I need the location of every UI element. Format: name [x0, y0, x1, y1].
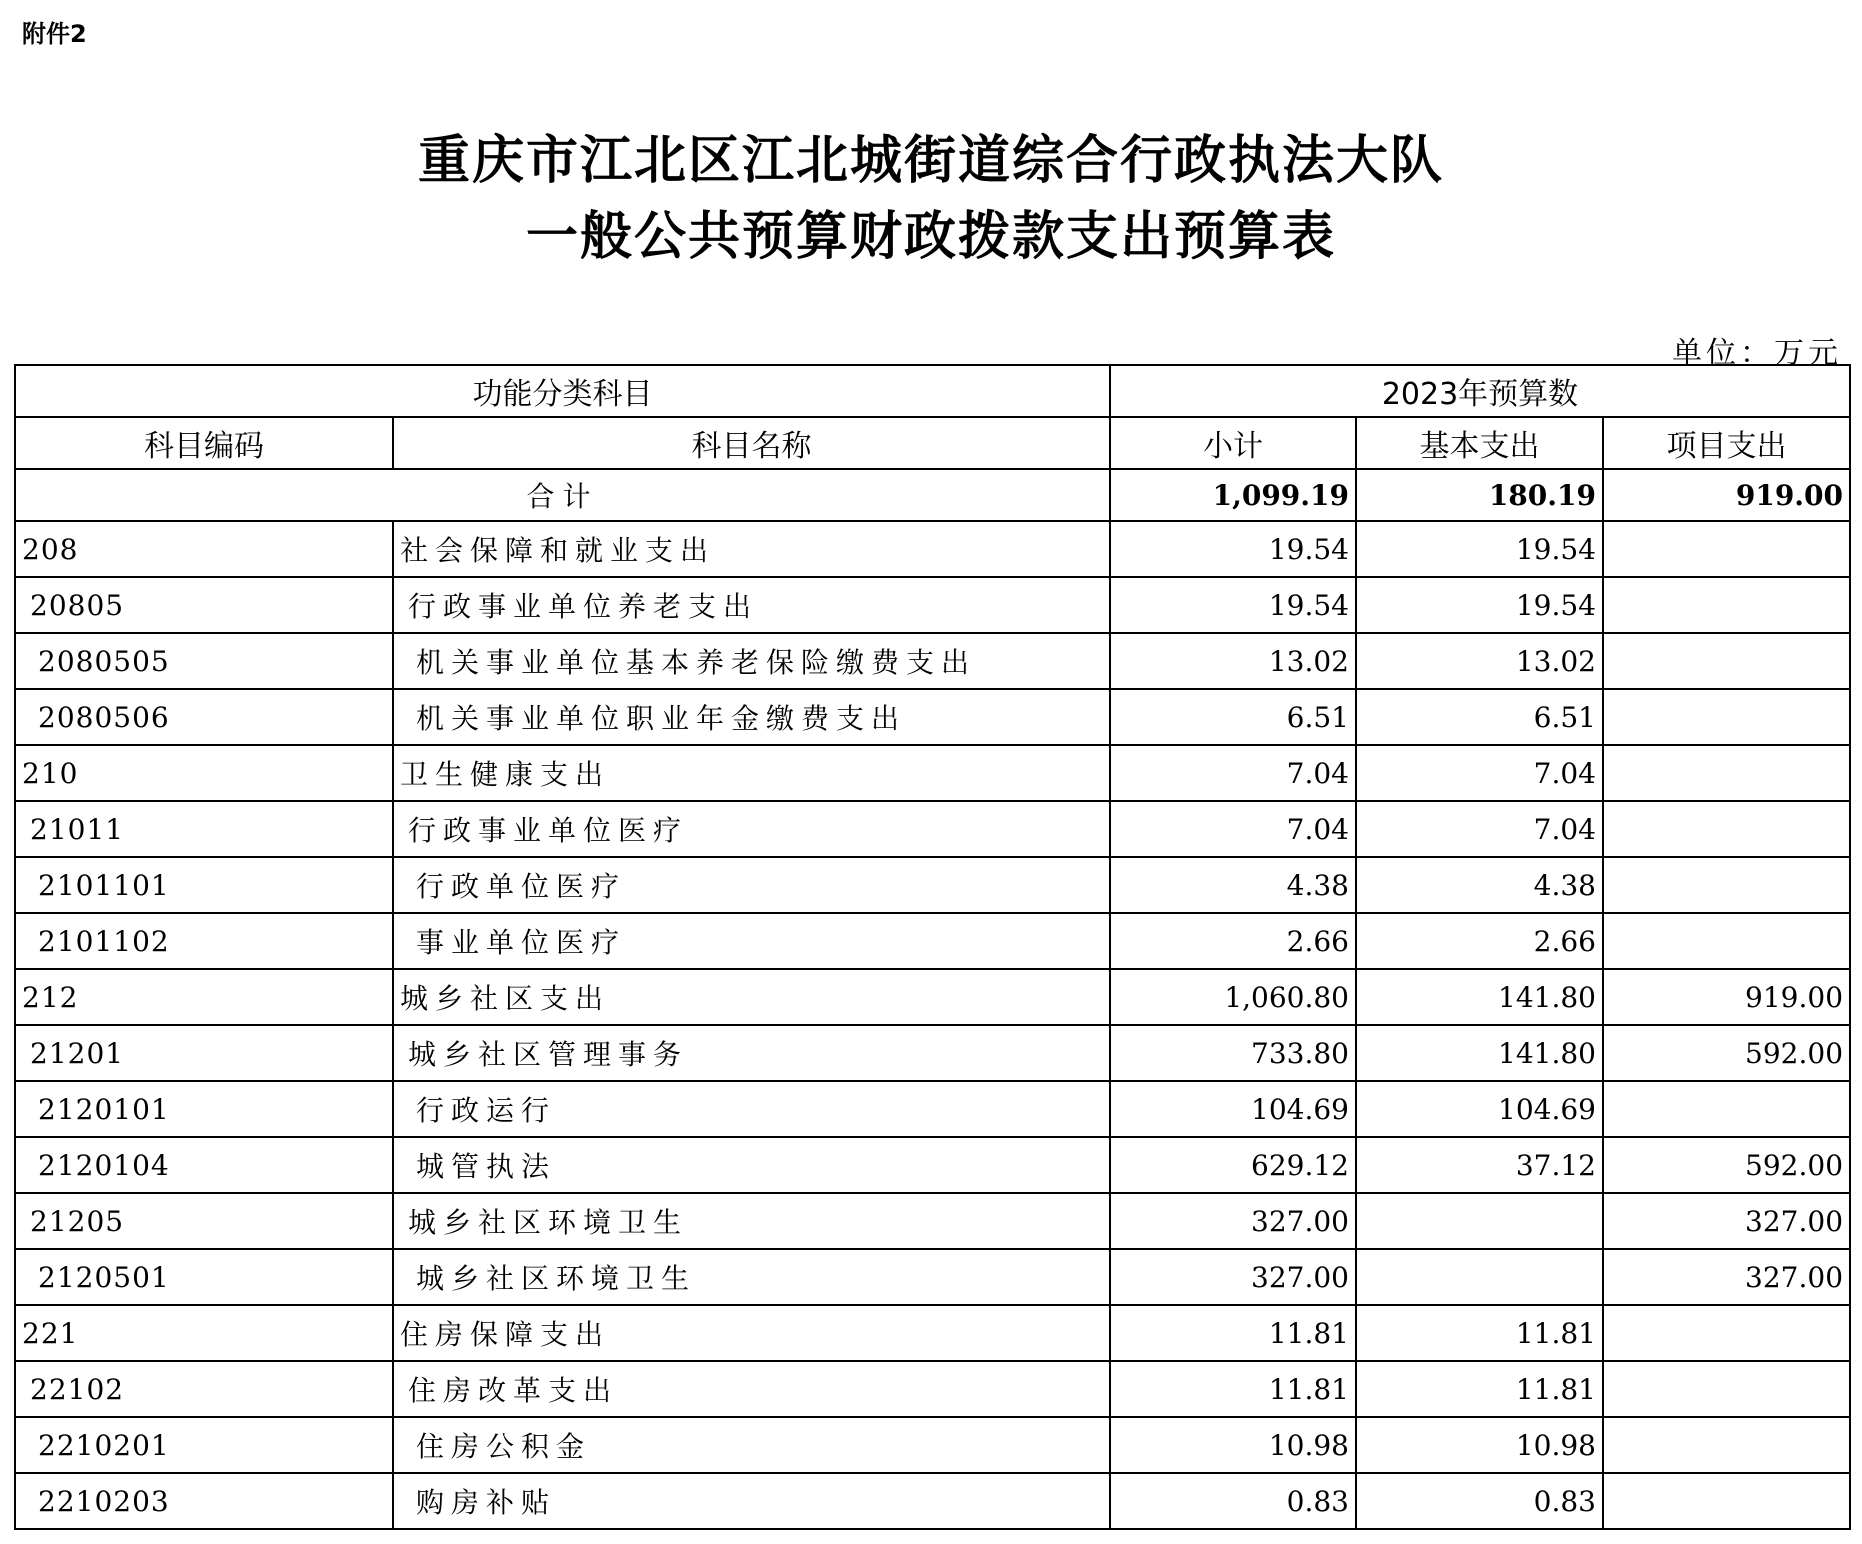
row-code: 208 — [15, 521, 393, 577]
row-subtotal: 19.54 — [1110, 577, 1356, 633]
table-row — [15, 969, 1850, 1025]
row-project: 327.00 — [1603, 1249, 1850, 1305]
document-title-line-2: 一般公共预算财政拨款支出预算表 — [525, 206, 1336, 267]
table-row — [15, 1193, 1850, 1249]
table-row — [15, 1361, 1850, 1417]
row-basic: 104.69 — [1356, 1081, 1603, 1137]
row-project — [1603, 857, 1850, 913]
row-code: 2120501 — [15, 1249, 393, 1305]
row-subtotal: 2.66 — [1110, 913, 1356, 969]
table-row — [15, 1473, 1850, 1529]
row-project: 592.00 — [1603, 1025, 1850, 1081]
row-project — [1603, 689, 1850, 745]
header-project: 项目支出 — [1603, 417, 1850, 469]
row-subtotal: 104.69 — [1110, 1081, 1356, 1137]
total-project: 919.00 — [1603, 469, 1850, 521]
row-subtotal: 11.81 — [1110, 1305, 1356, 1361]
table-row — [15, 1137, 1850, 1193]
row-project — [1603, 521, 1850, 577]
table-row — [15, 689, 1850, 745]
header-row-group — [15, 365, 1850, 417]
total-row — [15, 469, 1850, 521]
table-row — [15, 633, 1850, 689]
row-code: 2080505 — [15, 633, 393, 689]
table-row — [15, 745, 1850, 801]
header-row-columns — [15, 417, 1850, 469]
row-name: 住房改革支出 — [393, 1361, 1110, 1417]
row-basic: 10.98 — [1356, 1417, 1603, 1473]
row-project — [1603, 801, 1850, 857]
table-row — [15, 1081, 1850, 1137]
row-project — [1603, 1081, 1850, 1137]
table-row — [15, 857, 1850, 913]
table-row — [15, 801, 1850, 857]
row-code: 21011 — [15, 801, 393, 857]
row-subtotal: 10.98 — [1110, 1417, 1356, 1473]
table-row — [15, 1305, 1850, 1361]
total-subtotal: 1,099.19 — [1110, 469, 1356, 521]
row-basic: 4.38 — [1356, 857, 1603, 913]
header-subtotal: 小计 — [1110, 417, 1356, 469]
row-project — [1603, 1417, 1850, 1473]
row-project — [1603, 1361, 1850, 1417]
row-code: 2210203 — [15, 1473, 393, 1529]
row-subtotal: 4.38 — [1110, 857, 1356, 913]
row-basic — [1356, 1193, 1603, 1249]
row-subtotal: 7.04 — [1110, 745, 1356, 801]
row-name: 城乡社区环境卫生 — [393, 1193, 1110, 1249]
header-name: 科目名称 — [393, 417, 1110, 469]
attachment-label: 附件2 — [22, 20, 87, 48]
row-project — [1603, 745, 1850, 801]
table-row — [15, 913, 1850, 969]
row-basic: 141.80 — [1356, 969, 1603, 1025]
row-basic: 6.51 — [1356, 689, 1603, 745]
total-basic: 180.19 — [1356, 469, 1603, 521]
row-code: 21201 — [15, 1025, 393, 1081]
row-code: 2080506 — [15, 689, 393, 745]
row-name: 城管执法 — [393, 1137, 1110, 1193]
row-basic: 19.54 — [1356, 521, 1603, 577]
table-row — [15, 1417, 1850, 1473]
total-label: 合计 — [15, 469, 1110, 521]
row-name: 城乡社区环境卫生 — [393, 1249, 1110, 1305]
row-code: 22102 — [15, 1361, 393, 1417]
row-code: 221 — [15, 1305, 393, 1361]
row-subtotal: 0.83 — [1110, 1473, 1356, 1529]
row-name: 行政运行 — [393, 1081, 1110, 1137]
row-name: 机关事业单位职业年金缴费支出 — [393, 689, 1110, 745]
row-name: 住房公积金 — [393, 1417, 1110, 1473]
row-name: 购房补贴 — [393, 1473, 1110, 1529]
row-code: 210 — [15, 745, 393, 801]
row-code: 2101101 — [15, 857, 393, 913]
row-basic: 37.12 — [1356, 1137, 1603, 1193]
row-basic: 19.54 — [1356, 577, 1603, 633]
row-basic: 13.02 — [1356, 633, 1603, 689]
row-basic: 11.81 — [1356, 1305, 1603, 1361]
row-name: 卫生健康支出 — [393, 745, 1110, 801]
table-row — [15, 577, 1850, 633]
row-name: 机关事业单位基本养老保险缴费支出 — [393, 633, 1110, 689]
row-code: 20805 — [15, 577, 393, 633]
row-subtotal: 327.00 — [1110, 1249, 1356, 1305]
row-basic: 11.81 — [1356, 1361, 1603, 1417]
row-subtotal: 11.81 — [1110, 1361, 1356, 1417]
row-subtotal: 6.51 — [1110, 689, 1356, 745]
row-code: 212 — [15, 969, 393, 1025]
row-project: 327.00 — [1603, 1193, 1850, 1249]
row-name: 住房保障支出 — [393, 1305, 1110, 1361]
row-basic: 0.83 — [1356, 1473, 1603, 1529]
row-project — [1603, 1305, 1850, 1361]
header-basic: 基本支出 — [1356, 417, 1603, 469]
table-row — [15, 1249, 1850, 1305]
row-basic: 2.66 — [1356, 913, 1603, 969]
row-subtotal: 327.00 — [1110, 1193, 1356, 1249]
row-basic: 141.80 — [1356, 1025, 1603, 1081]
row-name: 事业单位医疗 — [393, 913, 1110, 969]
row-code: 2101102 — [15, 913, 393, 969]
row-project: 592.00 — [1603, 1137, 1850, 1193]
budget-table — [14, 364, 1851, 1530]
row-code: 2120101 — [15, 1081, 393, 1137]
row-subtotal: 1,060.80 — [1110, 969, 1356, 1025]
row-subtotal: 733.80 — [1110, 1025, 1356, 1081]
row-project — [1603, 577, 1850, 633]
row-project — [1603, 1473, 1850, 1529]
row-name: 行政事业单位养老支出 — [393, 577, 1110, 633]
row-project: 919.00 — [1603, 969, 1850, 1025]
row-code: 21205 — [15, 1193, 393, 1249]
row-basic — [1356, 1249, 1603, 1305]
row-code: 2210201 — [15, 1417, 393, 1473]
row-name: 行政事业单位医疗 — [393, 801, 1110, 857]
row-basic: 7.04 — [1356, 801, 1603, 857]
row-name: 行政单位医疗 — [393, 857, 1110, 913]
row-code: 2120104 — [15, 1137, 393, 1193]
row-basic: 7.04 — [1356, 745, 1603, 801]
header-functional-category: 功能分类科目 — [15, 365, 1110, 417]
row-subtotal: 13.02 — [1110, 633, 1356, 689]
row-project — [1603, 633, 1850, 689]
document-title-line-1: 重庆市江北区江北城街道综合行政执法大队 — [417, 130, 1444, 191]
header-code: 科目编码 — [15, 417, 393, 469]
header-budget-year: 2023年预算数 — [1110, 365, 1850, 417]
table-row — [15, 521, 1850, 577]
row-name: 城乡社区管理事务 — [393, 1025, 1110, 1081]
row-subtotal: 629.12 — [1110, 1137, 1356, 1193]
row-subtotal: 19.54 — [1110, 521, 1356, 577]
row-project — [1603, 913, 1850, 969]
row-subtotal: 7.04 — [1110, 801, 1356, 857]
unit-label: 单位：万元 — [1672, 336, 1842, 371]
row-name: 社会保障和就业支出 — [393, 521, 1110, 577]
row-name: 城乡社区支出 — [393, 969, 1110, 1025]
table-row — [15, 1025, 1850, 1081]
